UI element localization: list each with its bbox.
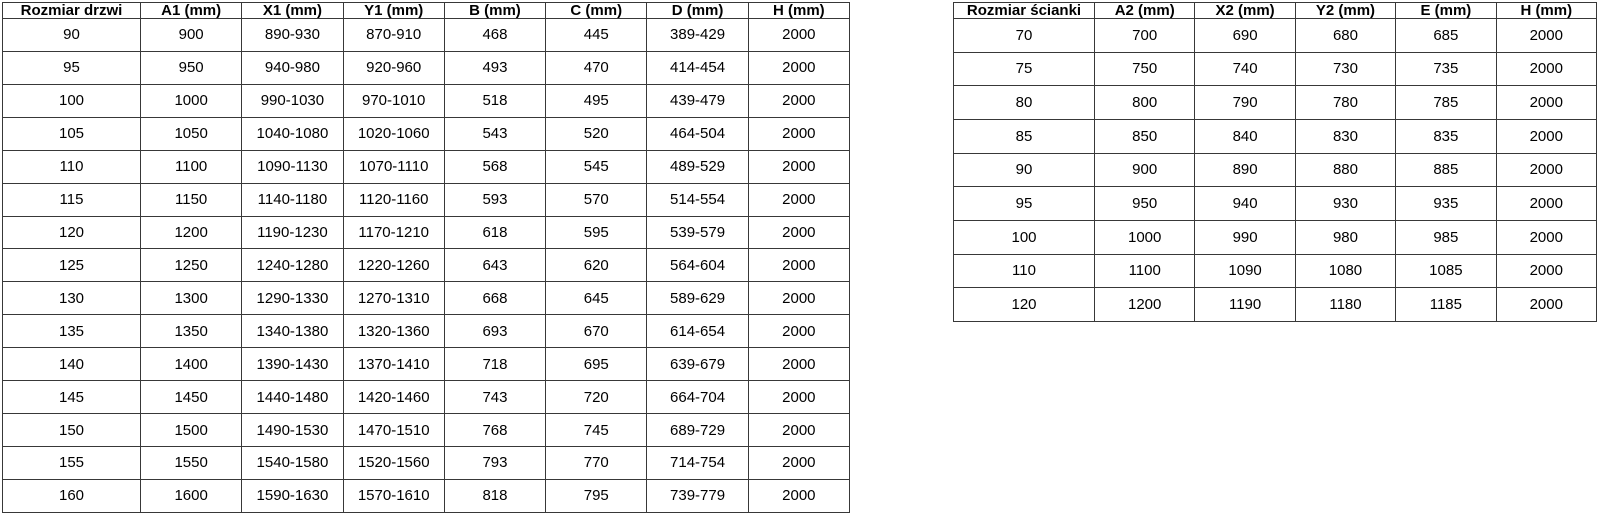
- table-cell: 1600: [141, 479, 242, 512]
- table-cell: 2000: [1496, 220, 1596, 254]
- table-row: [3, 51, 850, 84]
- table-cell: 700: [1095, 19, 1195, 53]
- table-row: [954, 119, 1597, 153]
- table-cell: 1190-1230: [242, 216, 343, 249]
- table-cell: 1090-1130: [242, 150, 343, 183]
- table-cell: 940: [1195, 187, 1295, 221]
- table-cell: 2000: [1496, 52, 1596, 86]
- table-cell: 785: [1396, 86, 1496, 120]
- table-cell: 2000: [748, 381, 849, 414]
- table-cell: 2000: [748, 117, 849, 150]
- table-cell: 1120-1160: [343, 183, 444, 216]
- table-row: [954, 220, 1597, 254]
- table-cell: 125: [3, 249, 141, 282]
- table-cell: 568: [444, 150, 545, 183]
- table-cell: 2000: [748, 282, 849, 315]
- table-cell: 1190: [1195, 288, 1295, 322]
- header-cell: X2 (mm): [1195, 3, 1295, 19]
- table-cell: 643: [444, 249, 545, 282]
- table-cell: 1590-1630: [242, 479, 343, 512]
- table-cell: 1050: [141, 117, 242, 150]
- table-cell: 835: [1396, 119, 1496, 153]
- table-cell: 1270-1310: [343, 282, 444, 315]
- table-cell: 1300: [141, 282, 242, 315]
- table-cell: 495: [546, 84, 647, 117]
- table-cell: 1100: [141, 150, 242, 183]
- table-row: [3, 348, 850, 381]
- table-cell: 714-754: [647, 446, 748, 479]
- table-row: [954, 187, 1597, 221]
- table-cell: 520: [546, 117, 647, 150]
- table-cell: 595: [546, 216, 647, 249]
- table-cell: 890-930: [242, 19, 343, 52]
- table-cell: 439-479: [647, 84, 748, 117]
- table-row: [3, 479, 850, 512]
- table-cell: 470: [546, 51, 647, 84]
- table-cell: 2000: [748, 84, 849, 117]
- table-cell: 680: [1295, 19, 1395, 53]
- table-cell: 620: [546, 249, 647, 282]
- table-cell: 695: [546, 348, 647, 381]
- table-cell: 1340-1380: [242, 315, 343, 348]
- table-cell: 1420-1460: [343, 381, 444, 414]
- table-cell: 1470-1510: [343, 414, 444, 447]
- table-cell: 2000: [748, 183, 849, 216]
- table-cell: 885: [1396, 153, 1496, 187]
- table-row: [954, 254, 1597, 288]
- table-cell: 2000: [748, 249, 849, 282]
- table-cell: 593: [444, 183, 545, 216]
- header-row: [3, 3, 850, 19]
- table-cell: 115: [3, 183, 141, 216]
- table-row: [3, 150, 850, 183]
- table-cell: 120: [3, 216, 141, 249]
- table-row: [3, 19, 850, 52]
- header-cell: Y2 (mm): [1295, 3, 1395, 19]
- table-cell: 840: [1195, 119, 1295, 153]
- table-cell: 1400: [141, 348, 242, 381]
- table-cell: 2000: [748, 51, 849, 84]
- table-cell: 90: [3, 19, 141, 52]
- table-cell: 2000: [1496, 153, 1596, 187]
- table-cell: 870-910: [343, 19, 444, 52]
- table-cell: 2000: [748, 446, 849, 479]
- table-cell: 685: [1396, 19, 1496, 53]
- table-cell: 2000: [748, 150, 849, 183]
- wall-size-table: [953, 2, 1597, 322]
- table-cell: 445: [546, 19, 647, 52]
- table-cell: 2000: [748, 479, 849, 512]
- header-cell: Rozmiar drzwi: [3, 3, 141, 19]
- table-cell: 1370-1410: [343, 348, 444, 381]
- table-cell: 120: [954, 288, 1095, 322]
- table-cell: 1185: [1396, 288, 1496, 322]
- table-cell: 570: [546, 183, 647, 216]
- header-cell: Rozmiar ścianki: [954, 3, 1095, 19]
- table-cell: 1000: [1095, 220, 1195, 254]
- table-cell: 105: [3, 117, 141, 150]
- table-cell: 2000: [1496, 19, 1596, 53]
- table-cell: 768: [444, 414, 545, 447]
- table-row: [3, 315, 850, 348]
- table-cell: 70: [954, 19, 1095, 53]
- header-cell: A2 (mm): [1095, 3, 1195, 19]
- table-cell: 2000: [748, 216, 849, 249]
- table-cell: 110: [3, 150, 141, 183]
- table-cell: 1390-1430: [242, 348, 343, 381]
- door-size-table: [2, 2, 850, 513]
- table-cell: 985: [1396, 220, 1496, 254]
- header-cell: E (mm): [1396, 3, 1496, 19]
- table-cell: 743: [444, 381, 545, 414]
- table-cell: 1070-1110: [343, 150, 444, 183]
- table-cell: 850: [1095, 119, 1195, 153]
- table-cell: 2000: [1496, 187, 1596, 221]
- table-cell: 514-554: [647, 183, 748, 216]
- table-row: [3, 381, 850, 414]
- table-cell: 900: [1095, 153, 1195, 187]
- table-cell: 468: [444, 19, 545, 52]
- table-cell: 718: [444, 348, 545, 381]
- table-cell: 930: [1295, 187, 1395, 221]
- table-cell: 1440-1480: [242, 381, 343, 414]
- table-cell: 900: [141, 19, 242, 52]
- table-cell: 920-960: [343, 51, 444, 84]
- table-cell: 693: [444, 315, 545, 348]
- table-cell: 735: [1396, 52, 1496, 86]
- table-cell: 464-504: [647, 117, 748, 150]
- table-cell: 950: [1095, 187, 1195, 221]
- table-row: [3, 183, 850, 216]
- table-cell: 1000: [141, 84, 242, 117]
- table-cell: 990: [1195, 220, 1295, 254]
- table-cell: 130: [3, 282, 141, 315]
- table-cell: 740: [1195, 52, 1295, 86]
- table-cell: 95: [3, 51, 141, 84]
- table-cell: 935: [1396, 187, 1496, 221]
- table-cell: 645: [546, 282, 647, 315]
- header-cell: B (mm): [444, 3, 545, 19]
- table-cell: 545: [546, 150, 647, 183]
- table-cell: 2000: [748, 315, 849, 348]
- table-cell: 880: [1295, 153, 1395, 187]
- table-cell: 618: [444, 216, 545, 249]
- table-cell: 1180: [1295, 288, 1395, 322]
- table-cell: 155: [3, 446, 141, 479]
- table-cell: 140: [3, 348, 141, 381]
- table-cell: 414-454: [647, 51, 748, 84]
- table-cell: 690: [1195, 19, 1295, 53]
- table-cell: 689-729: [647, 414, 748, 447]
- table-cell: 1540-1580: [242, 446, 343, 479]
- table-row: [3, 249, 850, 282]
- table-cell: 790: [1195, 86, 1295, 120]
- table-cell: 1250: [141, 249, 242, 282]
- table-row: [954, 288, 1597, 322]
- table-row: [3, 216, 850, 249]
- table-cell: 564-604: [647, 249, 748, 282]
- header-cell: Y1 (mm): [343, 3, 444, 19]
- table-cell: 2000: [1496, 86, 1596, 120]
- table-cell: 668: [444, 282, 545, 315]
- table-row: [3, 446, 850, 479]
- table-cell: 100: [3, 84, 141, 117]
- table-cell: 795: [546, 479, 647, 512]
- table-cell: 75: [954, 52, 1095, 86]
- table-cell: 110: [954, 254, 1095, 288]
- table-cell: 90: [954, 153, 1095, 187]
- table-cell: 1140-1180: [242, 183, 343, 216]
- table-row: [3, 414, 850, 447]
- table-cell: 1520-1560: [343, 446, 444, 479]
- table-cell: 1150: [141, 183, 242, 216]
- table-cell: 1450: [141, 381, 242, 414]
- table-cell: 1490-1530: [242, 414, 343, 447]
- table-cell: 589-629: [647, 282, 748, 315]
- table-cell: 990-1030: [242, 84, 343, 117]
- table-row: [954, 52, 1597, 86]
- table-cell: 950: [141, 51, 242, 84]
- table-row: [954, 19, 1597, 53]
- table-cell: 135: [3, 315, 141, 348]
- header-cell: H (mm): [1496, 3, 1596, 19]
- table-cell: 1350: [141, 315, 242, 348]
- table-cell: 639-679: [647, 348, 748, 381]
- table-cell: 670: [546, 315, 647, 348]
- table-cell: 95: [954, 187, 1095, 221]
- table-cell: 750: [1095, 52, 1195, 86]
- header-cell: C (mm): [546, 3, 647, 19]
- table-cell: 1200: [141, 216, 242, 249]
- table-cell: 160: [3, 479, 141, 512]
- header-cell: H (mm): [748, 3, 849, 19]
- table-cell: 664-704: [647, 381, 748, 414]
- header-cell: A1 (mm): [141, 3, 242, 19]
- table-cell: 2000: [748, 414, 849, 447]
- table-cell: 793: [444, 446, 545, 479]
- table-cell: 1500: [141, 414, 242, 447]
- table-cell: 80: [954, 86, 1095, 120]
- table-cell: 2000: [1496, 288, 1596, 322]
- table-cell: 1085: [1396, 254, 1496, 288]
- table-cell: 1040-1080: [242, 117, 343, 150]
- table-cell: 770: [546, 446, 647, 479]
- table-cell: 890: [1195, 153, 1295, 187]
- header-row: [954, 3, 1597, 19]
- table-cell: 100: [954, 220, 1095, 254]
- table-cell: 1080: [1295, 254, 1395, 288]
- table-cell: 85: [954, 119, 1095, 153]
- table-cell: 730: [1295, 52, 1395, 86]
- table-cell: 780: [1295, 86, 1395, 120]
- table-cell: 614-654: [647, 315, 748, 348]
- table-cell: 830: [1295, 119, 1395, 153]
- table-cell: 1240-1280: [242, 249, 343, 282]
- table-cell: 818: [444, 479, 545, 512]
- table-cell: 145: [3, 381, 141, 414]
- table-row: [3, 282, 850, 315]
- table-row: [3, 117, 850, 150]
- table-cell: 1550: [141, 446, 242, 479]
- table-cell: 1220-1260: [343, 249, 444, 282]
- table-cell: 1170-1210: [343, 216, 444, 249]
- table-cell: 389-429: [647, 19, 748, 52]
- table-cell: 940-980: [242, 51, 343, 84]
- table-cell: 150: [3, 414, 141, 447]
- table-cell: 745: [546, 414, 647, 447]
- table-cell: 539-579: [647, 216, 748, 249]
- table-cell: 970-1010: [343, 84, 444, 117]
- table-cell: 1100: [1095, 254, 1195, 288]
- table-cell: 2000: [748, 19, 849, 52]
- header-cell: X1 (mm): [242, 3, 343, 19]
- header-cell: D (mm): [647, 3, 748, 19]
- table-cell: 489-529: [647, 150, 748, 183]
- table-row: [954, 86, 1597, 120]
- table-cell: 1320-1360: [343, 315, 444, 348]
- table-row: [954, 153, 1597, 187]
- table-cell: 2000: [748, 348, 849, 381]
- table-cell: 1090: [1195, 254, 1295, 288]
- table-cell: 518: [444, 84, 545, 117]
- table-row: [3, 84, 850, 117]
- table-cell: 1200: [1095, 288, 1195, 322]
- table-cell: 1290-1330: [242, 282, 343, 315]
- table-cell: 980: [1295, 220, 1395, 254]
- table-cell: 493: [444, 51, 545, 84]
- table-cell: 543: [444, 117, 545, 150]
- table-cell: 2000: [1496, 254, 1596, 288]
- table-cell: 720: [546, 381, 647, 414]
- table-cell: 800: [1095, 86, 1195, 120]
- table-cell: 1020-1060: [343, 117, 444, 150]
- table-cell: 1570-1610: [343, 479, 444, 512]
- table-cell: 739-779: [647, 479, 748, 512]
- table-cell: 2000: [1496, 119, 1596, 153]
